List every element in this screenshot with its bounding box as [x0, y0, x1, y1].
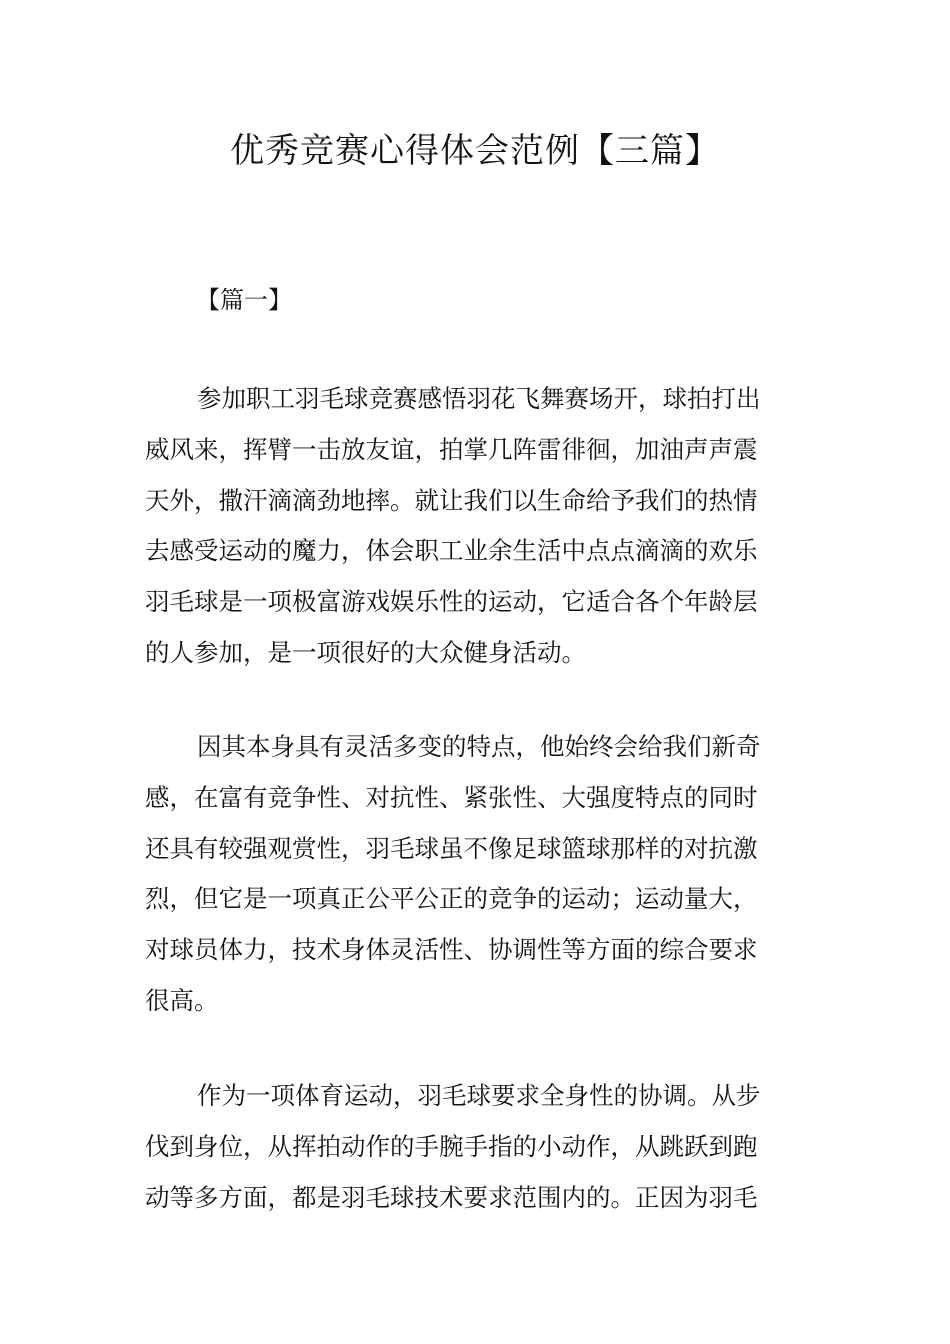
section-heading: 【篇一】	[196, 286, 292, 314]
paragraph-line: 参加职工羽毛球竞赛感悟羽花飞舞赛场开，球拍打出	[197, 384, 761, 413]
paragraph-line: 很高。	[145, 985, 219, 1015]
paragraph	[145, 722, 807, 1027]
paragraph-line: 还具有较强观赏性，羽毛球虽不像足球篮球那样的对抗激	[145, 833, 758, 863]
paragraph-line: 对球员体力，技术身体灵活性、协调性等方面的综合要求	[145, 935, 758, 965]
paragraph-line: 去感受运动的魔力，体会职工业余生活中点点滴滴的欢乐	[145, 536, 758, 566]
paragraph-line: 天外，撒汗滴滴劲地摔。就让我们以生命给予我们的热情	[145, 485, 758, 515]
page-title: 优秀竞赛心得体会范例【三篇】	[230, 131, 720, 171]
paragraph-line: 动等多方面，都是羽毛球技术要求范围内的。正因为羽毛	[145, 1182, 758, 1212]
paragraph-line: 因其本身具有灵活多变的特点，他始终会给我们新奇	[197, 732, 761, 761]
paragraph-line: 作为一项体育运动，羽毛球要求全身性的协调。从步	[197, 1081, 761, 1110]
paragraph	[145, 1071, 807, 1223]
paragraph-line: 烈，但它是一项真正公平公正的竞争的运动；运动量大，	[145, 884, 758, 914]
paragraph-line: 伐到身位，从挥拍动作的手腕手指的小动作，从跳跃到跑	[145, 1131, 758, 1161]
paragraph	[145, 374, 807, 679]
paragraph-line: 的人参加，是一项很好的大众健身活动。	[145, 637, 586, 667]
paragraph-line: 羽毛球是一项极富游戏娱乐性的运动，它适合各个年龄层	[145, 587, 758, 617]
paragraph-line: 感，在富有竞争性、对抗性、紧张性、大强度特点的同时	[145, 782, 758, 812]
paragraph-line: 威风来，挥臂一击放友谊，拍掌几阵雷徘徊，加油声声震	[145, 434, 758, 464]
